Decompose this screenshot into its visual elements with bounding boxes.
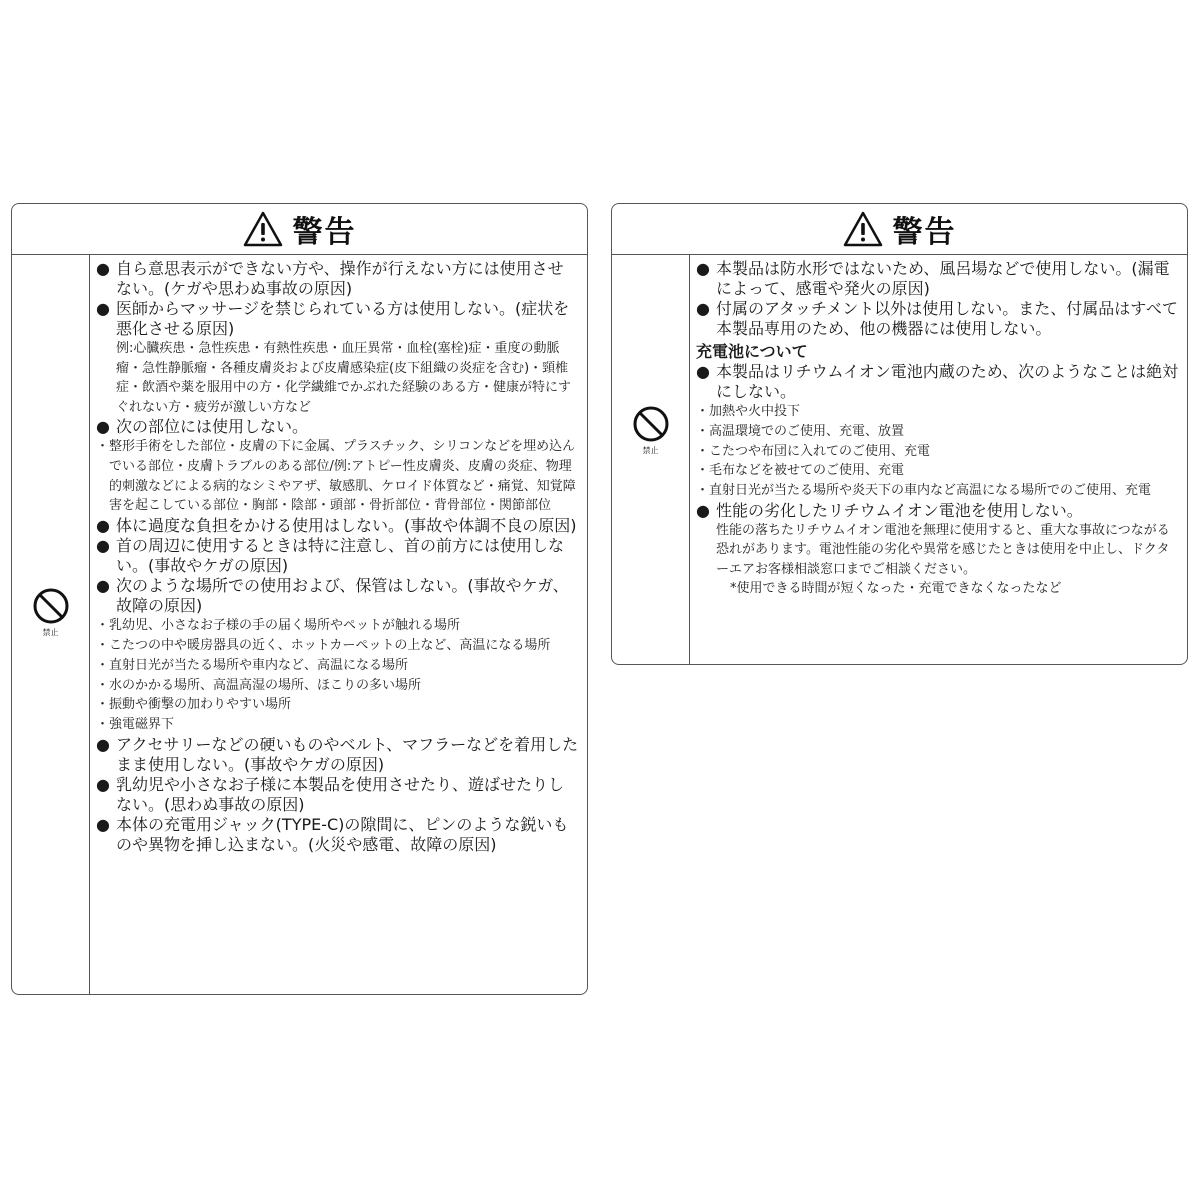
- list-item: ● 付属のアタッチメント以外は使用しない。また、付属品はすべて本製品専用のため、他の機器には使用しない。: [696, 299, 1178, 338]
- sub-item: ・ 直射日光が当たる場所や車内など、高温になる場所: [96, 657, 409, 673]
- list-item: ● 本製品はリチウムイオン電池内蔵のため、次のようなことは絶対にしない。: [696, 362, 1179, 401]
- sub-item: ・ こたつの中や暖房器具の近く、ホットカーペットの上など、高温になる場所: [96, 637, 551, 653]
- panel-header: [612, 204, 1187, 255]
- panel-header: [12, 204, 587, 255]
- warning-list: [696, 259, 1179, 660]
- warning-triangle-icon: [243, 211, 283, 247]
- note-text: 性能の落ちたリチウムイオン電池を無理に使用すると、重大な事故につながる恐れがあります。電池性能の劣化や異常を感じたときは使用を中止し、ドクターエアお客様相談窓口までご相談ください。: [716, 522, 1170, 577]
- prohibit-sign: [32, 587, 70, 638]
- icon-column: [612, 255, 690, 664]
- list-item: ● 本製品は防水形ではないため、風呂場などで使用しない。(漏電によって、感電や発火の原因): [696, 259, 1170, 298]
- prohibit-sign: [632, 405, 670, 456]
- list-item: ● 性能の劣化したリチウムイオン電池を使用しない。: [696, 500, 1083, 520]
- note-text: 例:心臓疾患・急性疾患・有熱性疾患・血圧異常・血栓(塞栓)症・重度の動脈瘤・急性静脈瘤・各種皮膚炎および皮膚感染症(皮下組織の炎症を含む)・頸椎症・飲酒や薬を服用中の方・化学繊維でかぶれた経験のある方・健康が特にすぐれない方・疲労が激しい方など: [116, 341, 572, 415]
- sub-item: ・ 加熱や火中投下: [696, 404, 801, 419]
- list-item: ● 乳幼児や小さなお子様に本製品を使用させたり、遊ばせたりしない。(思わぬ事故の原因): [96, 774, 565, 814]
- prohibition-icon: [32, 587, 70, 625]
- sub-item: ・ 乳幼児、小さなお子様の手の届く場所やペットが触れる場所: [96, 618, 461, 634]
- list-item: ● 次の部位には使用しない。: [96, 417, 309, 436]
- sub-item: ・ 高温環境でのご使用、充電、放置: [696, 423, 905, 439]
- prohibit-label: 禁止: [42, 628, 59, 637]
- sub-item: ・ 強電磁界下: [96, 717, 175, 733]
- warning-panel-left: [11, 203, 588, 995]
- list-item: ● 本体の充電用ジャック(TYPE-C)の隙間に、ピンのような鋭いものや異物を挿し込まない。(火災や感電、故障の原因): [96, 814, 569, 854]
- list-item: ● 次のような場所での使用および、保管はしない。(事故やケガ、故障の原因): [96, 576, 569, 616]
- prohibit-label: 禁止: [642, 446, 659, 455]
- warning-triangle-icon: [843, 211, 883, 247]
- list-item: ● 自ら意思表示ができない方や、操作が行えない方には使用させない。(ケガや思わぬ事故の原因): [96, 259, 564, 298]
- section-title-battery: 充電池について: [696, 342, 808, 361]
- header-title: 警告: [292, 215, 357, 250]
- prohibition-icon: [632, 405, 670, 443]
- header-title: 警告: [892, 215, 957, 250]
- list-item: ● 首の周辺に使用するときは特に注意し、首の前方には使用しない。(事故やケガの原因): [96, 536, 565, 576]
- sub-item: ・ 振動や衝撃の加わりやすい場所: [96, 697, 292, 713]
- footnote: *使用できる時間が短くなった・充電できなくなったなど: [730, 581, 1062, 597]
- list-item: ● 体に過度な負担をかける使用はしない。(事故や体調不良の原因): [96, 516, 577, 536]
- sub-item: ・ 毛布などを被せてのご使用、充電: [696, 463, 905, 479]
- sub-item: ・ 直射日光が当たる場所や炎天下の車内など高温になる場所でのご使用、充電: [696, 483, 1152, 499]
- icon-column: [12, 255, 90, 994]
- list-item: ● 医師からマッサージを禁じられている方は使用しない。(症状を悪化させる原因): [96, 299, 570, 338]
- sub-item: ・ こたつや布団に入れてのご使用、充電: [696, 443, 931, 459]
- sub-item: ・ 水のかかる場所、高温高湿の場所、ほこりの多い場所: [96, 677, 422, 693]
- sub-item: ・ 整形手術をした部位・皮膚の下に金属、プラスチック、シリコンなどを埋め込んでいる部位・皮膚トラブルのある部位/例:アトピー性皮膚炎、皮膚の炎症、物理的刺激などによる病的なシミやアザ、敏感肌、ケロイド体質など・痛覚、知覚障害を起こしている部位・胸部・陰部・頭部・骨折部位・背骨部位・関節部位: [96, 439, 576, 514]
- warning-list: [96, 259, 579, 990]
- warning-panel-right: [611, 203, 1188, 665]
- list-item: ● アクセサリーなどの硬いものやベルト、マフラーなどを着用したまま使用しない。(事故やケガの原因): [96, 734, 579, 774]
